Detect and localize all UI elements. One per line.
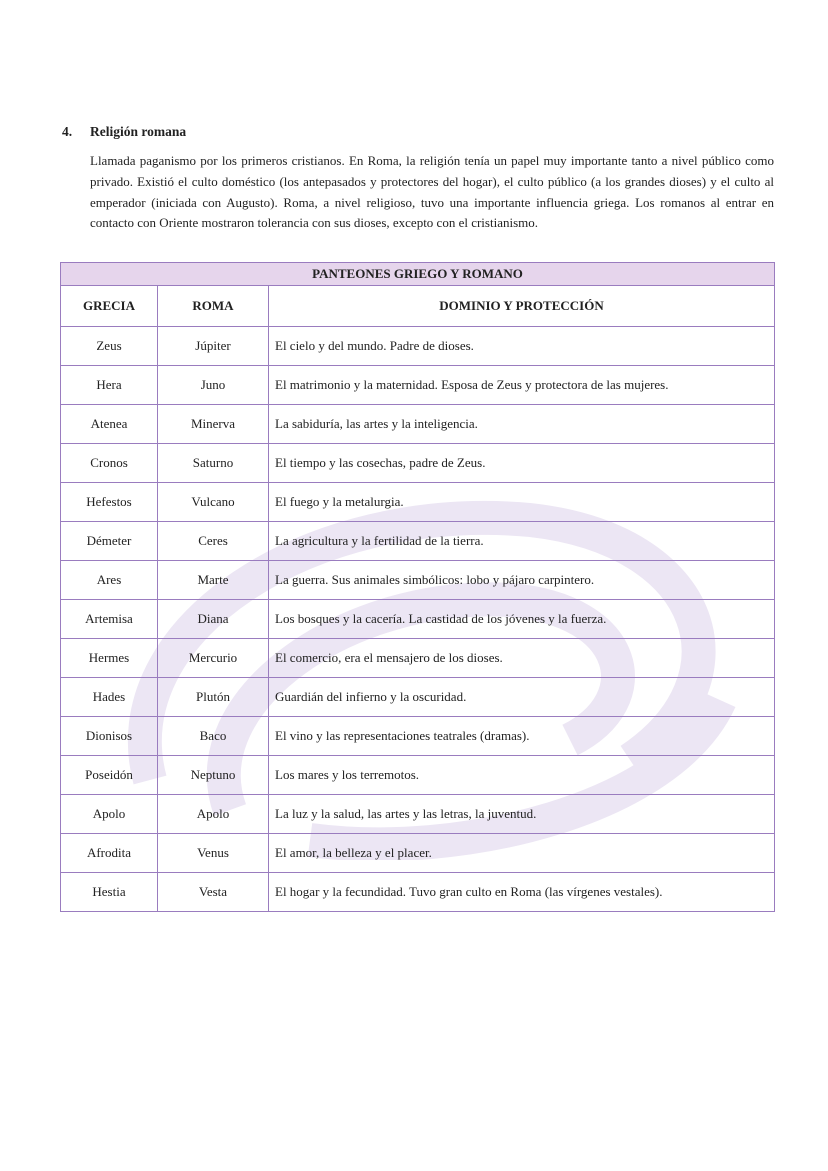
roman-god-cell: Mercurio bbox=[158, 639, 269, 678]
greek-god-cell: Apolo bbox=[61, 795, 158, 834]
header-grecia: GRECIA bbox=[61, 286, 158, 327]
table-row bbox=[61, 405, 775, 444]
domain-cell: La guerra. Sus animales simbólicos: lobo y pájaro carpintero. bbox=[269, 561, 775, 600]
domain-cell: El amor, la belleza y el placer. bbox=[269, 834, 775, 873]
pantheon-table bbox=[60, 262, 775, 912]
greek-god-cell: Dionisos bbox=[61, 717, 158, 756]
domain-cell: Los mares y los terremotos. bbox=[269, 756, 775, 795]
greek-god-cell: Ares bbox=[61, 561, 158, 600]
roman-god-cell: Diana bbox=[158, 600, 269, 639]
section-heading bbox=[62, 124, 186, 140]
domain-cell: El vino y las representaciones teatrales (dramas). bbox=[269, 717, 775, 756]
greek-god-cell: Artemisa bbox=[61, 600, 158, 639]
roman-god-cell: Juno bbox=[158, 366, 269, 405]
domain-cell: La luz y la salud, las artes y las letras, la juventud. bbox=[269, 795, 775, 834]
greek-god-cell: Hades bbox=[61, 678, 158, 717]
table-row bbox=[61, 561, 775, 600]
roman-god-cell: Vulcano bbox=[158, 483, 269, 522]
roman-god-cell: Marte bbox=[158, 561, 269, 600]
table-row bbox=[61, 522, 775, 561]
domain-cell: La sabiduría, las artes y la inteligencia. bbox=[269, 405, 775, 444]
roman-god-cell: Vesta bbox=[158, 873, 269, 912]
table-row bbox=[61, 756, 775, 795]
greek-god-cell: Hefestos bbox=[61, 483, 158, 522]
table-row bbox=[61, 366, 775, 405]
domain-cell: El fuego y la metalurgia. bbox=[269, 483, 775, 522]
table-row bbox=[61, 717, 775, 756]
domain-cell: El cielo y del mundo. Padre de dioses. bbox=[269, 327, 775, 366]
header-roma: ROMA bbox=[158, 286, 269, 327]
domain-cell: Guardián del infierno y la oscuridad. bbox=[269, 678, 775, 717]
table-row bbox=[61, 873, 775, 912]
section-paragraph: Llamada paganismo por los primeros cristianos. En Roma, la religión tenía un papel muy importante tanto a nivel público como privado. Existió el culto doméstico (los antepasados y protectores del hogar), el culto público (a los grandes dioses) y el culto al emperador (iniciada con Augusto). Roma, a nivel religioso, tuvo una importante influencia griega. Los romanos al entrar en contacto con Oriente mostraron tolerancia con sus dioses, excepto con el cristianismo. bbox=[90, 153, 774, 231]
roman-god-cell: Plutón bbox=[158, 678, 269, 717]
greek-god-cell: Afrodita bbox=[61, 834, 158, 873]
table-row bbox=[61, 678, 775, 717]
section-number: 4. bbox=[62, 124, 73, 139]
greek-god-cell: Atenea bbox=[61, 405, 158, 444]
domain-cell: El hogar y la fecundidad. Tuvo gran culto en Roma (las vírgenes vestales). bbox=[269, 873, 775, 912]
roman-god-cell: Baco bbox=[158, 717, 269, 756]
table-row bbox=[61, 795, 775, 834]
domain-cell: La agricultura y la fertilidad de la tierra. bbox=[269, 522, 775, 561]
table-row bbox=[61, 639, 775, 678]
greek-god-cell: Hestia bbox=[61, 873, 158, 912]
roman-god-cell: Neptuno bbox=[158, 756, 269, 795]
table-row bbox=[61, 327, 775, 366]
greek-god-cell: Hermes bbox=[61, 639, 158, 678]
roman-god-cell: Venus bbox=[158, 834, 269, 873]
domain-cell: El matrimonio y la maternidad. Esposa de Zeus y protectora de las mujeres. bbox=[269, 366, 775, 405]
greek-god-cell: Cronos bbox=[61, 444, 158, 483]
greek-god-cell: Poseidón bbox=[61, 756, 158, 795]
table-row bbox=[61, 483, 775, 522]
greek-god-cell: Zeus bbox=[61, 327, 158, 366]
greek-god-cell: Démeter bbox=[61, 522, 158, 561]
header-dominio: DOMINIO Y PROTECCIÓN bbox=[269, 286, 775, 327]
roman-god-cell: Minerva bbox=[158, 405, 269, 444]
roman-god-cell: Júpiter bbox=[158, 327, 269, 366]
roman-god-cell: Apolo bbox=[158, 795, 269, 834]
table-row bbox=[61, 834, 775, 873]
table-row bbox=[61, 444, 775, 483]
table-title: PANTEONES GRIEGO Y ROMANO bbox=[61, 263, 775, 286]
section-title: Religión romana bbox=[90, 124, 187, 139]
roman-god-cell: Saturno bbox=[158, 444, 269, 483]
domain-cell: Los bosques y la cacería. La castidad de los jóvenes y la fuerza. bbox=[269, 600, 775, 639]
greek-god-cell: Hera bbox=[61, 366, 158, 405]
roman-god-cell: Ceres bbox=[158, 522, 269, 561]
domain-cell: El comercio, era el mensajero de los dioses. bbox=[269, 639, 775, 678]
table-row bbox=[61, 600, 775, 639]
domain-cell: El tiempo y las cosechas, padre de Zeus. bbox=[269, 444, 775, 483]
